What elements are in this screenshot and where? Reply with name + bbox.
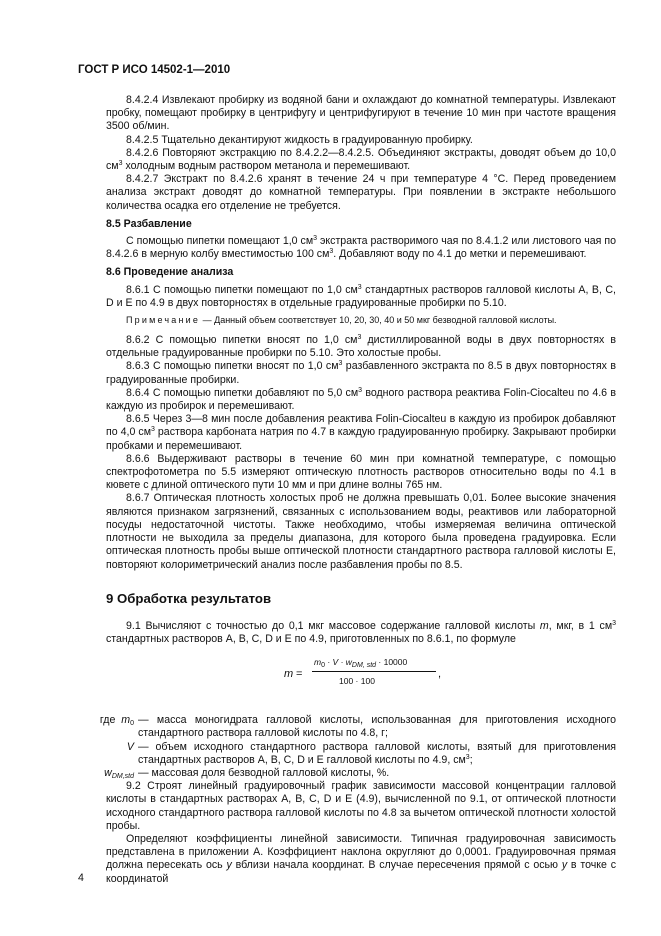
page-content: [99, 94, 617, 886]
paragraph-8-4-2-5: 8.4.2.5 Тщательно декантируют жидкость в градуированную пробирку.: [126, 133, 473, 146]
page-number: 4: [78, 872, 84, 884]
variable-definitions: [78, 714, 616, 780]
paragraph-9-1: 9.1 Вычисляют с точностью до 0,1 мкг массовое содержание галловой кислоты m, мкг, в 1 $см^3$ стандартных растворов А, В, С, D и Е по 4.9, приготовленных по 8.6.1, по формуле: [106, 619, 617, 645]
paragraph-8-6-1: 8.6.1 С помощью пипетки помещают по 1,0 $см^3$ стандартных растворов галловой кислоты А, В, С, D и Е по 4.9 в двух повторностях в отдельные градуированные пробирки по 5.10.: [106, 283, 616, 309]
standard-header: ГОСТ Р ИСО 14502-1—2010: [78, 64, 231, 76]
paragraph-8-5: С помощью пипетки помещают 1,0 $см^3$ экстракта растворимого чая по 8.4.1.2 или листового чая по 8.4.2.6 в мерную колбу вместимостью 100 $см^3$. Добавляют воду по 4.1 до метки и перемешивают.: [106, 235, 617, 261]
definition-m0: где $m_0$ — масса моногидрата галловой кислоты, использованная для приготовления исходного стандартного раствора галловой кислоты по 4.8, г;: [99, 714, 616, 740]
heading-8-6: 8.6 Проведение анализа: [106, 266, 234, 279]
paragraph-8-6-2: 8.6.2 С помощью пипетки вносят по 1,0 $см^3$ дистиллированной воды в двух повторностях в отдельные градуированные пробирки по 5.10. Это холостые пробы.: [106, 334, 617, 360]
paragraph-8-6-5: 8.6.5 Через 3—8 мин после добавления реактива Folin-Ciocalteu в каждую из пробирок добавляют по 4,0 $см^3$ раствора карбоната натрия по 4.7 в каждую градуированную пробирку. Закрывают пробирки пробками и перемешивают.: [106, 413, 616, 452]
formula-equals: =: [296, 668, 303, 681]
definition-w-dm-std: $w_{DM,std}$ — массовая доля безводной галловой кислоты, %.: [104, 766, 390, 780]
heading-8-5: 8.5 Разбавление: [106, 217, 192, 230]
heading-9: 9 Обработка результатов: [106, 590, 272, 606]
definition-v: V — объем исходного стандартного раствора галловой кислоты, взятый для приготовления стандартных растворов А, В, С, D и Е галловой кислоты по 4.9, $см^3$;: [126, 740, 616, 766]
formula-mass-gallic-acid: [106, 656, 616, 696]
paragraph-8-6-3: 8.6.3 С помощью пипетки вносят по 1,0 $см^3$ разбавленного экстракта по 8.5 в двух повторностях в градуированные пробирки.: [106, 360, 616, 386]
formula-denominator: 100 · 100: [339, 676, 375, 687]
paragraph-9-3: Определяют коэффициенты линейной зависимости. Типичная градуировочная зависимость представлена в приложении А. Коэффициент наклона округляют до 0,0001. Градуировочная прямая должна пересекать ось у вблизи начала координат. В случае пересечения прямой с осью у в точке с координатой: [106, 832, 617, 885]
paragraph-8-4-2-4: 8.4.2.4 Извлекают пробирку из водяной бани и охлаждают до комнатной температуры. Извлекают пробку, помещают пробирку в центрифугу и центрифугируют в течение 10 мин при частоте вращения 3500 об/мин.: [106, 94, 616, 133]
paragraph-9-2: 9.2 Строят линейный градуировочный график зависимости массовой концентрации галловой кислоты в стандартных растворах А, В, С, D и Е (4.9), вычисленной по 9.1, от оптической плотности исходного стандартного раствора галловой кислоты по 4.8 за вычетом оптической плотности холостой пробы.: [106, 780, 616, 832]
note: Примечание — Данный объем соответствует 10, 20, 30, 40 и 50 мкг безводной галловой кислоты.: [126, 315, 557, 326]
formula-lhs: m: [284, 668, 294, 681]
paragraph-8-4-2-7: 8.4.2.7 Экстракт по 8.4.2.6 хранят в течение 24 ч при температуре 4 °С. Перед проведением анализа экстракт доводят до комнатной температуры. При появлении в экстракте небольшого количества осадка его отделение не требуется.: [106, 173, 616, 212]
formula-fraction-bar: [312, 671, 436, 672]
formula-numerator: $m_0 \cdot V \cdot w_{DM, std} \cdot 10000$: [314, 657, 408, 670]
note-label: Примечание: [126, 315, 201, 326]
paragraph-8-4-2-6: 8.4.2.6 Повторяют экстракцию по 8.4.2.2—8.4.2.5. Объединяют экстракты, доводят объем до 10,0 $см^3$ холодным водным раствором метанола и перемешивают.: [106, 146, 616, 173]
formula-comma: ,: [438, 668, 442, 681]
paragraph-8-6-6: 8.6.6 Выдерживают растворы в течение 60 мин при комнатной температуре, с помощью спектрофотометра по 5.5 измеряют оптическую плотность растворов относительно воды по 4.1 в кювете с длиной оптического пути 10 мм и при длине волны 765 нм.: [106, 452, 616, 492]
paragraph-8-6-7: 8.6.7 Оптическая плотность холостых проб не должна превышать 0,01. Более высокие значения являются признаком загрязнений, связанных с использованием воды, реактивов или лабораторной посуды недостаточной чистоты. Также необходимо, чтобы измеряемая величина оптической плотности не выходила за пределы диапазона, для которого была проведена градуировка. Если оптическая плотность пробы выше оптической плотности стандартного раствора галловой кислоты Е, повторяют колориметрический анализ после разбавления пробы по 8.5.: [106, 492, 616, 571]
paragraph-8-6-4: 8.6.4 С помощью пипетки добавляют по 5,0 $см^3$ водного раствора реактива Folin-Ciocalteu по 4.6 в каждую из пробирок и перемешивают.: [106, 386, 616, 413]
